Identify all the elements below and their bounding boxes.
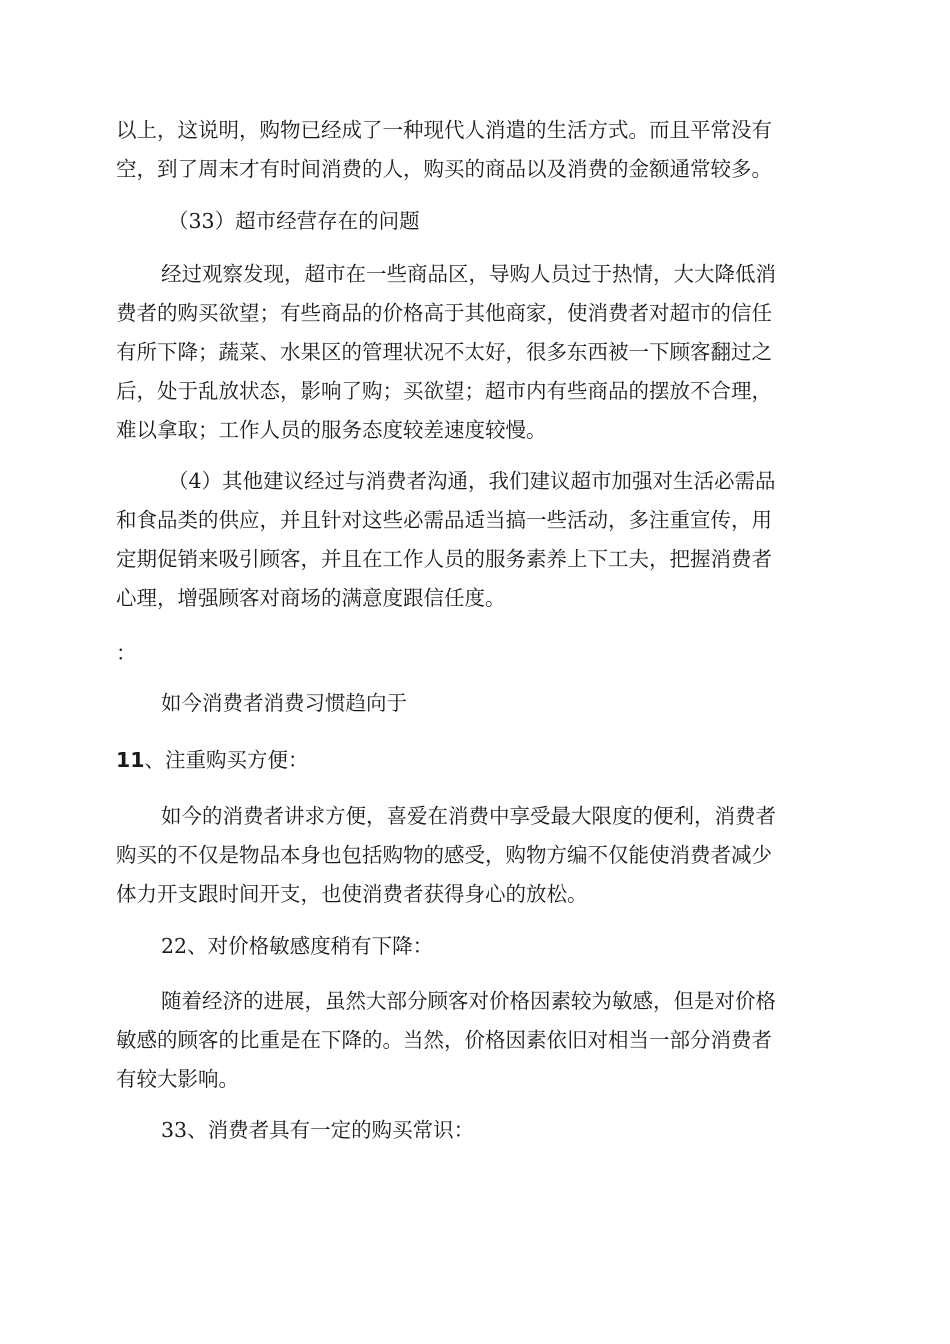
heading-text: 、注重购买方便： [144,748,309,772]
text-line: 有较大影响。 [116,1067,239,1091]
paragraph-convenience [116,797,836,914]
heading-number: 11 [116,748,145,772]
text-line: 敏感的顾客的比重是在下降的。当然，价格因素依旧对相当一部分消费者 [116,1028,772,1052]
heading-purchase-knowledge [116,1111,836,1150]
paragraph-consumer-habits-intro [116,684,836,723]
text-line: 空，到了周末才有时间消费的人，购买的商品以及消费的金额通常较多。 [116,157,772,181]
paragraph-suggestions [116,462,836,618]
text-line: ： [116,641,137,665]
text-line: 费者的购买欲望；有些商品的价格高于其他商家，使消费者对超市的信任 [116,301,772,325]
heading-convenience [116,741,836,780]
heading-price-sensitivity [116,927,836,966]
text-line: （4）其他建议经过与消费者沟通，我们建议超市加强对生活必需品 [168,469,776,493]
text-line: 定期促销来吸引顾客，并且在工作人员的服务素养上下工夫，把握消费者 [116,547,772,571]
text-line: 和食品类的供应，并且针对这些必需品适当搞一些活动，多注重宣传，用 [116,508,772,532]
heading-line: 22、对价格敏感度稍有下降： [161,934,434,958]
text-line: 经过观察发现，超市在一些商品区，导购人员过于热情，大大降低消 [161,262,776,286]
heading-line: 33、消费者具有一定的购买常识： [161,1118,475,1142]
text-line: 后，处于乱放状态，影响了购；买欲望；超市内有些商品的摆放不合理， [116,379,772,403]
text-line: 随着经济的进展，虽然大部分顾客对价格因素较为敏感，但是对价格 [161,989,776,1013]
paragraph-shopping-lifestyle [116,111,836,189]
text-line: 购买的不仅是物品本身也包括购物的感受，购物方编不仅能使消费者减少 [116,843,772,867]
text-line: 有所下降；蔬菜、水果区的管理状况不太好，很多东西被一下顾客翻过之 [116,340,772,364]
section-heading-supermarket-problems [116,202,836,241]
text-line: 以上，这说明，购物已经成了一种现代人消遣的生活方式。而且平常没有 [116,118,772,142]
text-line: 难以拿取；工作人员的服务态度较差速度较慢。 [116,418,547,442]
paragraph-price-sensitivity [116,982,836,1099]
heading-line: （33）超市经营存在的问题 [168,209,420,233]
paragraph-observations [116,255,836,450]
heading-line [116,741,836,780]
text-line: 如今的消费者讲求方便，喜爱在消费中享受最大限度的便利，消费者 [161,804,776,828]
paragraph-colon [116,634,836,673]
text-line: 体力开支跟时间开支，也使消费者获得身心的放松。 [116,882,588,906]
text-line: 心理，增强顾客对商场的满意度跟信任度。 [116,586,506,610]
text-line: 如今消费者消费习惯趋向于 [161,691,407,715]
